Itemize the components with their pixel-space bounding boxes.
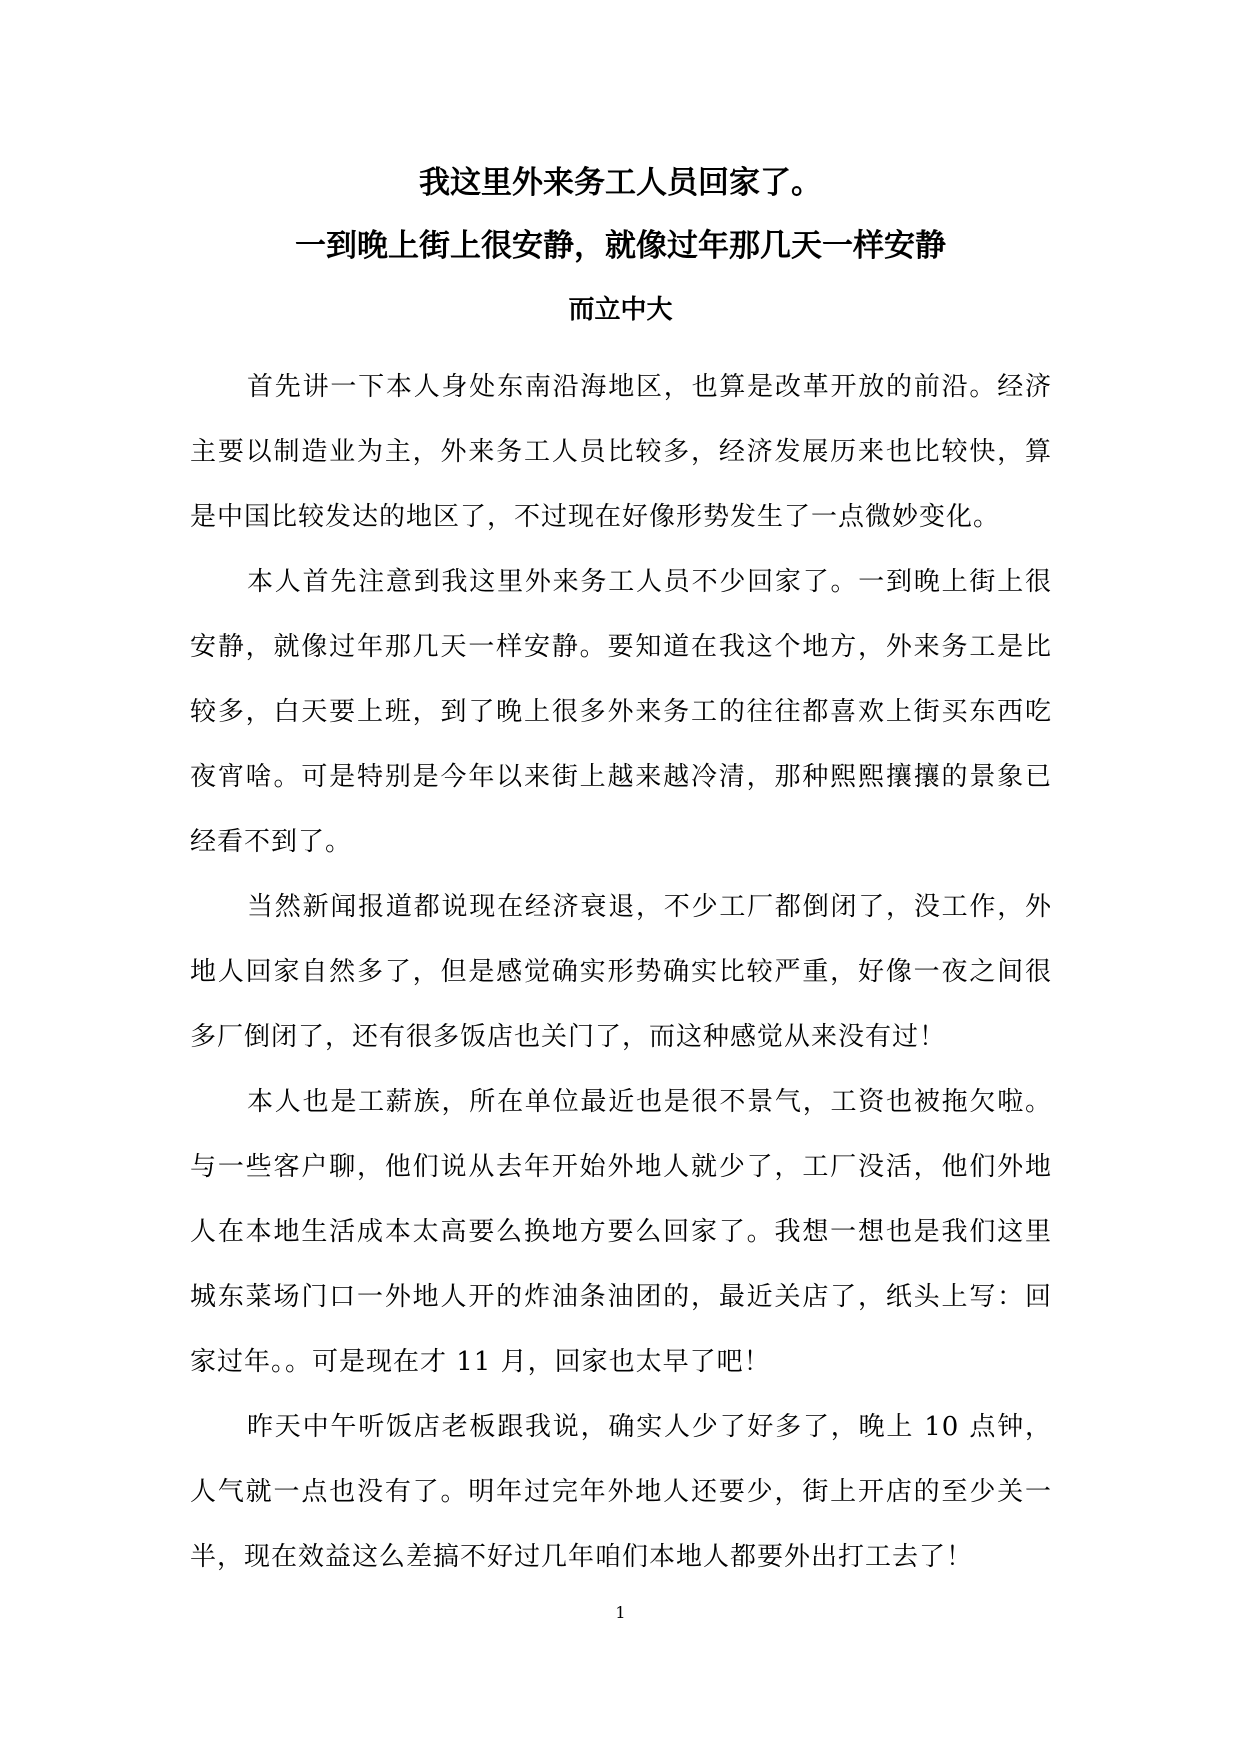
page-number: 1 xyxy=(615,1603,626,1622)
paragraph-1: 首先讲一下本人身处东南沿海地区，也算是改革开放的前沿。经济主要以制造业为主，外来务工人员比较多，经济发展历来也比较快，算是中国比较发达的地区了，不过现在好像形势发生了一点微妙变化。 xyxy=(190,372,1052,532)
author-name: 而立中大 xyxy=(568,295,673,325)
article-body xyxy=(190,355,1052,1590)
title-line-1: 我这里外来务工人员回家了。 xyxy=(419,165,822,201)
paragraph-2: 本人首先注意到我这里外来务工人员不少回家了。一到晚上街上很安静，就像过年那几天一样安静。要知道在我这个地方，外来务工是比较多，白天要上班，到了晚上很多外来务工的往往都喜欢上街买东西吃夜宵啥。可是特别是今年以来街上越来越冷清，那种熙熙攘攘的景象已经看不到了。 xyxy=(190,567,1052,857)
paragraph-5: 昨天中午听饭店老板跟我说，确实人少了好多了，晚上 10 点钟，人气就一点也没有了。明年过完年外地人还要少，街上开店的至少关一半，现在效益这么差搞不好过几年咱们本地人都要外出打工去了！ xyxy=(190,1412,1052,1572)
paragraph-3: 当然新闻报道都说现在经济衰退，不少工厂都倒闭了，没工作，外地人回家自然多了，但是感觉确实形势确实比较严重，好像一夜之间很多厂倒闭了，还有很多饭店也关门了，而这种感觉从来没有过！ xyxy=(190,892,1052,1052)
title-line-2: 一到晚上街上很安静，就像过年那几天一样安静 xyxy=(295,228,946,264)
paragraph-4: 本人也是工薪族，所在单位最近也是很不景气，工资也被拖欠啦。与一些客户聊，他们说从去年开始外地人就少了，工厂没活，他们外地人在本地生活成本太高要么换地方要么回家了。我想一想也是我们这里城东菜场门口一外地人开的炸油条油团的，最近关店了，纸头上写：回家过年。。可是现在才 11 月，回家也太早了吧！ xyxy=(190,1087,1052,1377)
